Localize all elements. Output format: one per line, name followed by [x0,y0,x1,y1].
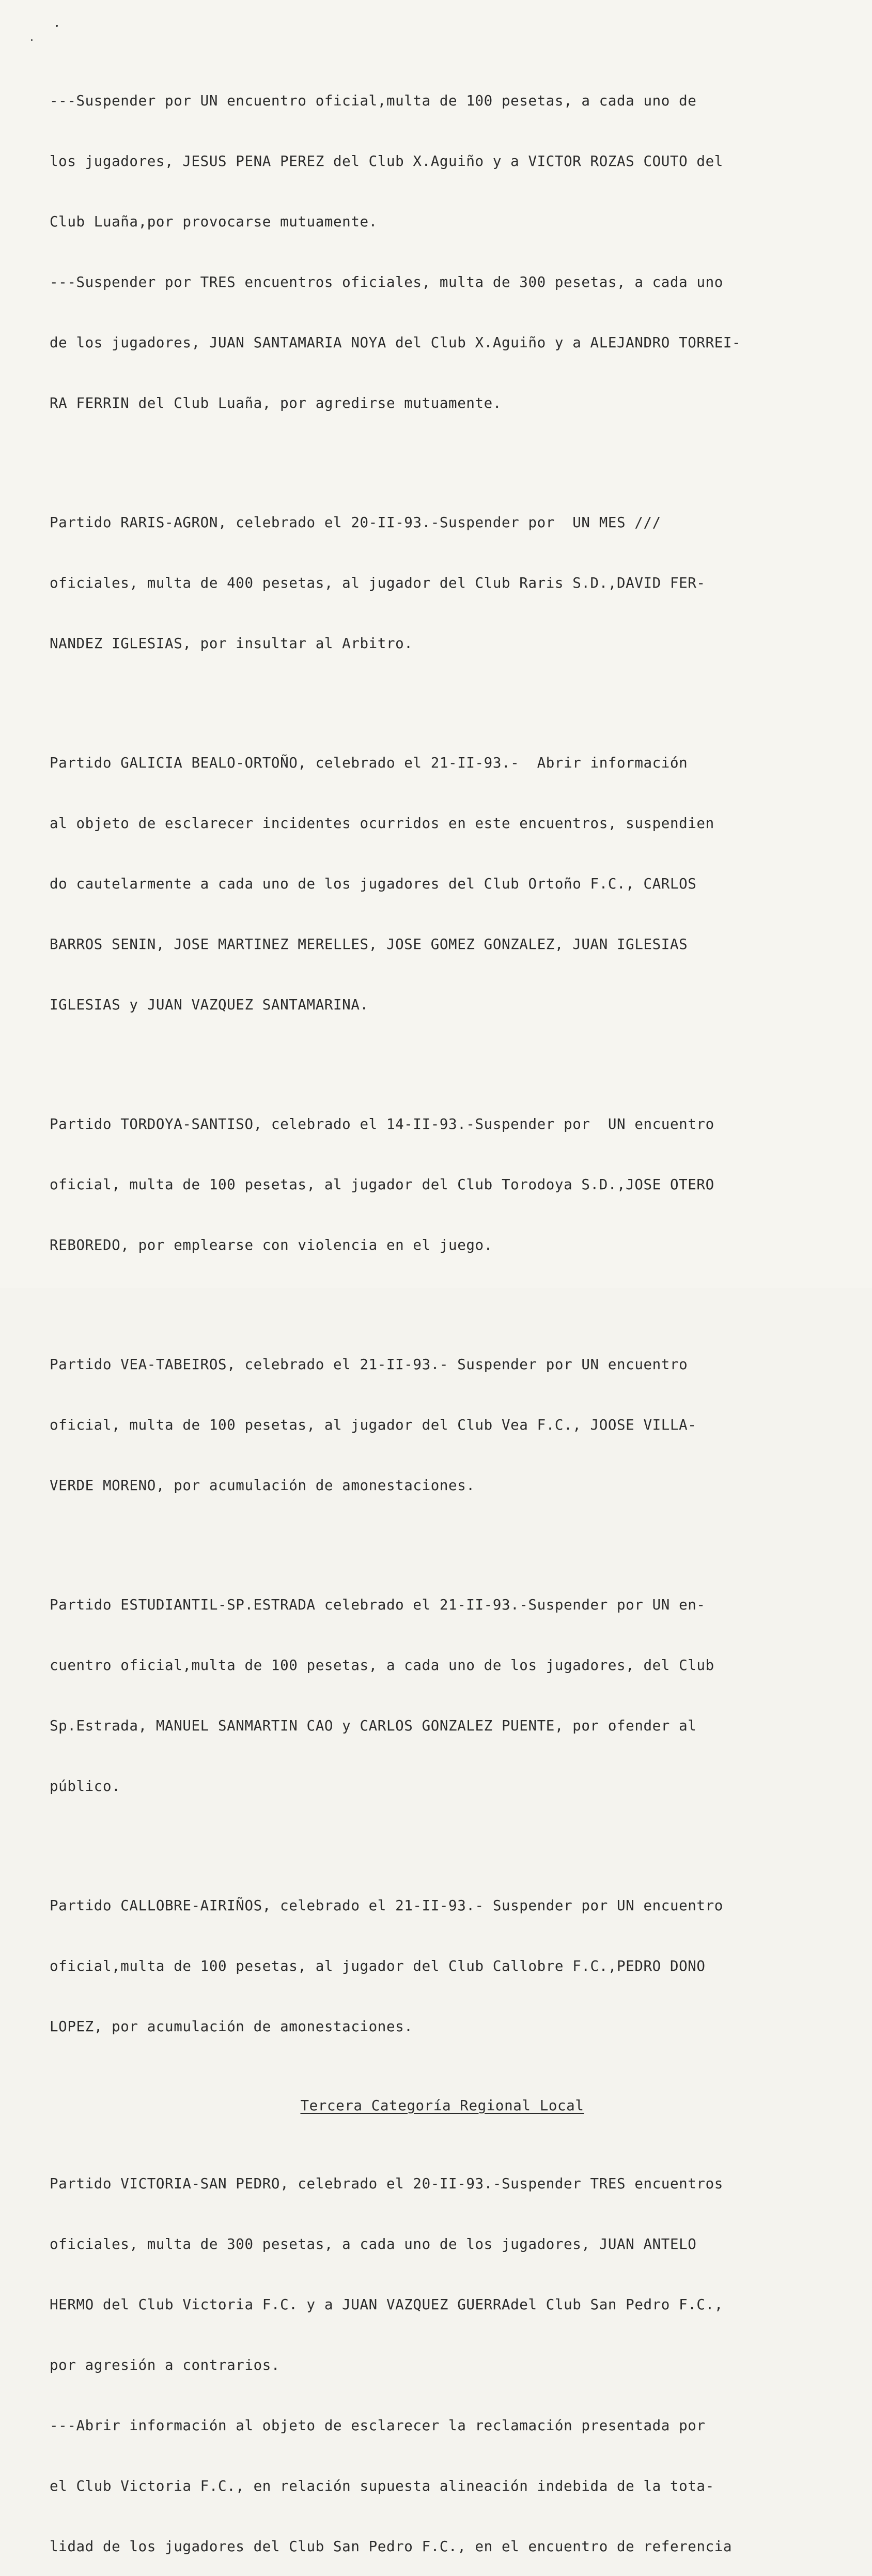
text-line: VERDE MORENO, por acumulación de amonestaciones. [50,1477,475,1494]
text-line: oficial, multa de 100 pesetas, al jugador del Club Vea F.C., JOOSE VILLA- [50,1417,697,1433]
text-line: ---Abrir información al objeto de esclarecer la reclamación presentada por [50,2417,706,2434]
text-line: LOPEZ, por acumulación de amonestaciones. [50,2018,413,2035]
match-raris-agron [50,472,835,694]
text-line: público. [50,1778,121,1795]
match-tordoya-santiso [50,1074,835,1296]
text-line: Sp.Estrada, MANUEL SANMARTIN CAO y CARLOS GONZALEZ PUENTE, por ofender al [50,1718,697,1734]
text-line: de los jugadores, JUAN SANTAMARIA NOYA del Club X.Aguiño y a ALEJANDRO TORREI- [50,334,741,351]
text-line: Partido VICTORIA-SAN PEDRO, celebrado el 20-II-93.-Suspender TRES encuentros [50,2175,723,2192]
text-line: Club Luaña,por provocarse mutuamente. [50,213,378,230]
text-line: el Club Victoria F.C., en relación supuesta alineación indebida de la tota- [50,2478,714,2494]
section-title: Tercera Categoría Regional Local [300,2097,584,2114]
text-line: IGLESIAS y JUAN VAZQUEZ SANTAMARINA. [50,996,369,1013]
text-line: oficiales, multa de 300 pesetas, a cada uno de los jugadores, JUAN ANTELO [50,2236,697,2252]
text-line: Partido VEA-TABEIROS, celebrado el 21-II-93.- Suspender por UN encuentro [50,1356,688,1373]
text-line: Partido TORDOYA-SANTISO, celebrado el 14-II-93.-Suspender por UN encuentro [50,1116,714,1132]
text-line: Partido RARIS-AGRON, celebrado el 20-II-93.-Suspender por UN MES /// [50,514,661,531]
text-line: BARROS SENIN, JOSE MARTINEZ MERELLES, JOSE GOMEZ GONZALEZ, JUAN IGLESIAS [50,936,688,953]
document-body [50,51,835,2576]
text-line: ---Suspender por TRES encuentros oficiales, multa de 300 pesetas, a cada uno [50,274,723,290]
text-line: oficial, multa de 100 pesetas, al jugador del Club Torodoya S.D.,JOSE OTERO [50,1176,714,1193]
text-line: oficiales, multa de 400 pesetas, al jugador del Club Raris S.D.,DAVID FER- [50,575,706,591]
text-line: REBOREDO, por emplearse con violencia en el juego. [50,1237,493,1253]
text-line: los jugadores, JESUS PENA PEREZ del Club X.Aguiño y a VICTOR ROZAS COUTO del [50,153,723,170]
text-line: NANDEZ IGLESIAS, por insultar al Arbitro. [50,635,413,652]
match-estudiantil-estrada [50,1555,835,1837]
match-victoria-san-pedro [50,2134,835,2576]
text-line: RA FERRIN del Club Luaña, por agredirse mutuamente. [50,395,502,411]
text-line: do cautelarmente a cada uno de los jugadores del Club Ortoño F.C., CARLOS [50,876,697,892]
match-galicia-ortono [50,713,835,1055]
ink-speck [31,39,33,41]
text-line: Partido GALICIA BEALO-ORTOÑO, celebrado el 21-II-93.- Abrir información [50,755,688,771]
text-line: Partido ESTUDIANTIL-SP.ESTRADA celebrado el 21-II-93.-Suspender por UN en- [50,1597,706,1613]
text-line: oficial,multa de 100 pesetas, al jugador del Club Callobre F.C.,PEDRO DONO [50,1958,706,1974]
text-line: lidad de los jugadores del Club San Pedro F.C., en el encuentro de referencia [50,2538,733,2555]
text-line: cuentro oficial,multa de 100 pesetas, a cada uno de los jugadores, del Club [50,1657,714,1674]
section-heading-tercera [50,2096,835,2116]
text-line: ---Suspender por UN encuentro oficial,multa de 100 pesetas, a cada uno de [50,93,697,109]
suspension-block-aguino [50,51,835,454]
match-callobre-airinos [50,1856,835,2077]
text-line: HERMO del Club Victoria F.C. y a JUAN VAZQUEZ GUERRAdel Club San Pedro F.C., [50,2296,723,2313]
text-line: al objeto de esclarecer incidentes ocurridos en este encuentros, suspendien [50,815,714,832]
text-line: por agresión a contrarios. [50,2357,281,2373]
match-vea-tabeiros [50,1314,835,1536]
ink-speck [56,25,58,27]
text-line: Partido CALLOBRE-AIRIÑOS, celebrado el 21-II-93.- Suspender por UN encuentro [50,1897,723,1914]
